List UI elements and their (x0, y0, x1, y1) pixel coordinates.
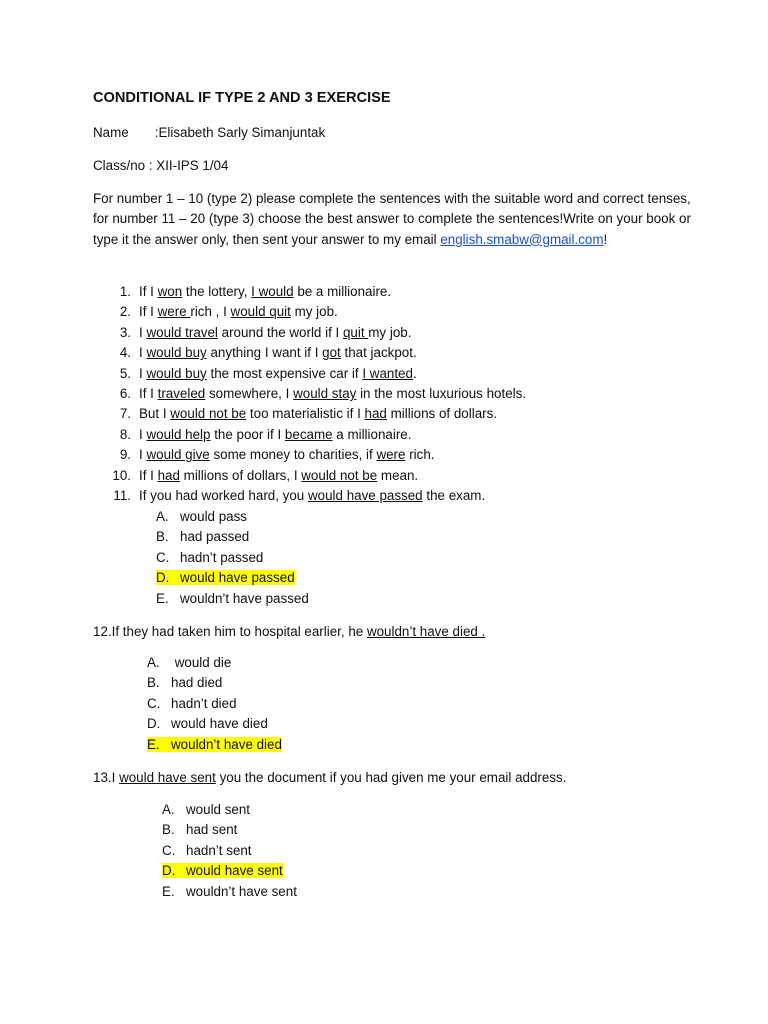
option-highlighted (156, 570, 295, 585)
option-letter: D. (156, 570, 170, 586)
option-letter: A. (162, 802, 175, 817)
sentence-fragment: too materialistic if I (246, 406, 365, 422)
option-content (147, 655, 231, 670)
sentence-fragment: my job. (368, 324, 412, 340)
list-item (93, 406, 497, 421)
option-content (156, 529, 249, 544)
option-item (162, 843, 252, 858)
sentence-fragment: I (139, 324, 147, 340)
instructions-paragraph (93, 189, 705, 250)
option-content (162, 884, 297, 899)
sentence-fragment: If I (139, 386, 158, 401)
answer-underlined: would travel (146, 324, 218, 340)
option-letter: A. (156, 509, 169, 524)
answer-underlined: were (157, 304, 191, 320)
list-item-text (131, 325, 411, 340)
list-item-number: 9. (119, 447, 131, 463)
answer-underlined: traveled (157, 386, 206, 401)
sentence-fragment: I (139, 447, 147, 463)
option-content (147, 675, 222, 690)
instructions-text: For number 1 – 10 (type 2) please complete the sentences with the suitable word and correct tenses, for number 11 – 20 (type 3) choose the best answer to complete the sentences!Write on your book or type it the answer only, then sent your answer to my email (93, 191, 691, 247)
list-item-text (131, 447, 435, 462)
name-value: :Elisabeth Sarly Simanjuntak (154, 125, 326, 140)
sentence-fragment: If I (139, 284, 158, 299)
list-item-number: 1. (119, 284, 131, 299)
option-text: had passed (180, 529, 250, 545)
sentence-fragment: around the world if I (217, 324, 343, 340)
list-item (93, 366, 417, 381)
list-item (93, 468, 418, 483)
class-line: Class/no : XII-IPS 1/04 (93, 158, 229, 173)
option-letter: B. (147, 675, 160, 691)
option-letter: D. (162, 863, 176, 879)
option-letter: E. (162, 883, 175, 899)
option-item (156, 550, 263, 565)
answer-underlined: I would (251, 284, 294, 299)
option-text: wouldn’t have sent (186, 883, 297, 899)
sentence-fragment: rich , I (190, 304, 231, 320)
sentence-fragment: I (139, 365, 147, 381)
option-text: hadn’t died (171, 695, 237, 711)
q13-answer: would have sent (119, 770, 216, 785)
answer-underlined: quit (342, 324, 369, 340)
answer-underlined: would help (146, 426, 211, 442)
sentence-fragment: anything I want if I (206, 345, 323, 361)
answer-underlined: had (364, 406, 387, 422)
option-item (162, 884, 297, 899)
option-highlighted (162, 863, 283, 878)
option-text: would die (171, 655, 232, 670)
answer-underlined: would have passed (307, 488, 423, 503)
sentence-fragment: my job. (290, 304, 338, 320)
sentence-fragment: If I (139, 304, 158, 320)
document-title: CONDITIONAL IF TYPE 2 AND 3 EXERCISE (93, 90, 391, 106)
sentence-fragment: the lottery, (182, 284, 252, 299)
option-text: had died (171, 675, 223, 691)
option-content (162, 843, 252, 858)
option-content (147, 696, 237, 711)
option-item (147, 696, 237, 711)
option-item (162, 863, 283, 878)
list-item-text (131, 406, 497, 421)
list-item-number: 8. (119, 426, 131, 442)
answer-underlined: had (157, 467, 180, 483)
list-item-text (131, 468, 418, 483)
answer-underlined: would stay (293, 386, 357, 401)
answer-underlined: would buy (146, 345, 207, 361)
option-content (156, 509, 247, 524)
list-item-number: 4. (119, 345, 131, 361)
option-highlighted (147, 737, 282, 752)
sentence-fragment: in the most luxurious hotels. (356, 386, 527, 401)
list-item-number: 11. (113, 488, 131, 503)
option-text: hadn’t sent (186, 842, 252, 858)
list-item (93, 345, 417, 360)
option-text: would have passed (180, 570, 295, 586)
q12-answer: wouldn’t have died . (366, 624, 486, 639)
q13-suffix: you the document if you had given me your email address. (215, 770, 567, 785)
option-text: wouldn’t have passed (180, 590, 309, 606)
list-item (93, 325, 411, 340)
list-item (93, 386, 526, 401)
list-item (93, 488, 485, 503)
sentence-fragment: But I (139, 406, 171, 422)
option-letter: E. (147, 736, 160, 752)
option-letter: E. (156, 590, 169, 606)
list-item-text (131, 304, 338, 319)
option-item (156, 570, 295, 585)
q12-prefix: 12.If they had taken him to hospital earlier, he (93, 624, 367, 639)
question-12 (93, 624, 485, 639)
answer-underlined: would buy (146, 365, 207, 381)
answer-underlined: became (284, 426, 333, 442)
option-text: would pass (180, 509, 247, 524)
list-item-text (131, 427, 411, 442)
option-item (156, 529, 249, 544)
option-text: had sent (186, 822, 238, 838)
option-letter: C. (156, 549, 170, 565)
list-item-number: 5. (119, 365, 131, 381)
option-item (162, 802, 250, 817)
list-item-number: 10. (112, 467, 131, 483)
list-item-text (131, 284, 391, 299)
sentence-fragment: the most expensive car if (206, 365, 363, 381)
answer-underlined: I wanted (362, 365, 413, 381)
sentence-fragment: I (139, 426, 147, 442)
option-text: would sent (186, 802, 251, 817)
answer-underlined: would quit (230, 304, 291, 320)
option-letter: C. (162, 842, 176, 858)
option-letter: B. (162, 822, 175, 838)
sentence-fragment: that jackpot. (340, 345, 417, 361)
option-text: wouldn’t have died (171, 736, 282, 752)
sentence-fragment: the poor if I (210, 426, 285, 442)
question-13 (93, 770, 566, 785)
list-item-text (131, 366, 417, 381)
name-line (93, 125, 325, 140)
list-item-text (131, 345, 417, 360)
sentence-fragment: be a millionaire. (293, 284, 392, 299)
instructions-end: ! (603, 231, 608, 247)
option-item (147, 675, 222, 690)
list-item (93, 304, 338, 319)
list-item (93, 284, 391, 299)
q13-prefix: 13.I (93, 770, 120, 785)
option-item (147, 655, 231, 670)
list-item-text (131, 386, 526, 401)
answer-underlined: were (376, 447, 406, 463)
option-content (156, 591, 309, 606)
option-item (156, 509, 247, 524)
name-label: Name (93, 125, 129, 140)
answer-underlined: would give (146, 447, 210, 463)
option-content (156, 550, 263, 565)
sentence-fragment: some money to charities, if (209, 447, 377, 463)
list-item-number: 6. (119, 386, 131, 401)
sentence-fragment: millions of dollars, I (179, 467, 302, 483)
option-letter: B. (156, 529, 169, 545)
sentence-fragment: a millionaire. (332, 426, 412, 442)
option-content (162, 802, 250, 817)
list-item-number: 7. (119, 406, 131, 422)
list-item-text (131, 488, 485, 503)
email-link[interactable]: english.smabw@gmail.com (440, 231, 604, 247)
option-text: would have died (171, 716, 268, 732)
sentence-fragment: If I (139, 467, 158, 483)
sentence-fragment: mean. (377, 467, 419, 483)
sentence-fragment: I (139, 345, 147, 361)
option-item (147, 716, 268, 731)
option-content (162, 822, 237, 837)
list-item (93, 427, 411, 442)
sentence-fragment: the exam. (422, 488, 486, 503)
sentence-fragment: somewhere, I (205, 386, 294, 401)
sentence-fragment: rich. (405, 447, 435, 463)
option-content (147, 716, 268, 731)
answer-underlined: got (322, 345, 341, 361)
option-item (156, 591, 309, 606)
option-text: hadn’t passed (180, 549, 264, 565)
sentence-fragment: . (412, 365, 417, 381)
answer-underlined: won (157, 284, 183, 299)
sentence-fragment: If you had worked hard, you (139, 488, 308, 503)
option-letter: A. (147, 655, 160, 670)
list-item-number: 3. (119, 324, 131, 340)
option-letter: C. (147, 695, 161, 711)
sentence-fragment: millions of dollars. (386, 406, 498, 422)
option-item (162, 822, 237, 837)
option-item (147, 737, 282, 752)
answer-underlined: would not be (301, 467, 378, 483)
list-item (93, 447, 435, 462)
list-item-number: 2. (119, 304, 131, 320)
option-text: would have sent (186, 863, 283, 879)
answer-underlined: would not be (170, 406, 247, 422)
option-letter: D. (147, 716, 161, 732)
